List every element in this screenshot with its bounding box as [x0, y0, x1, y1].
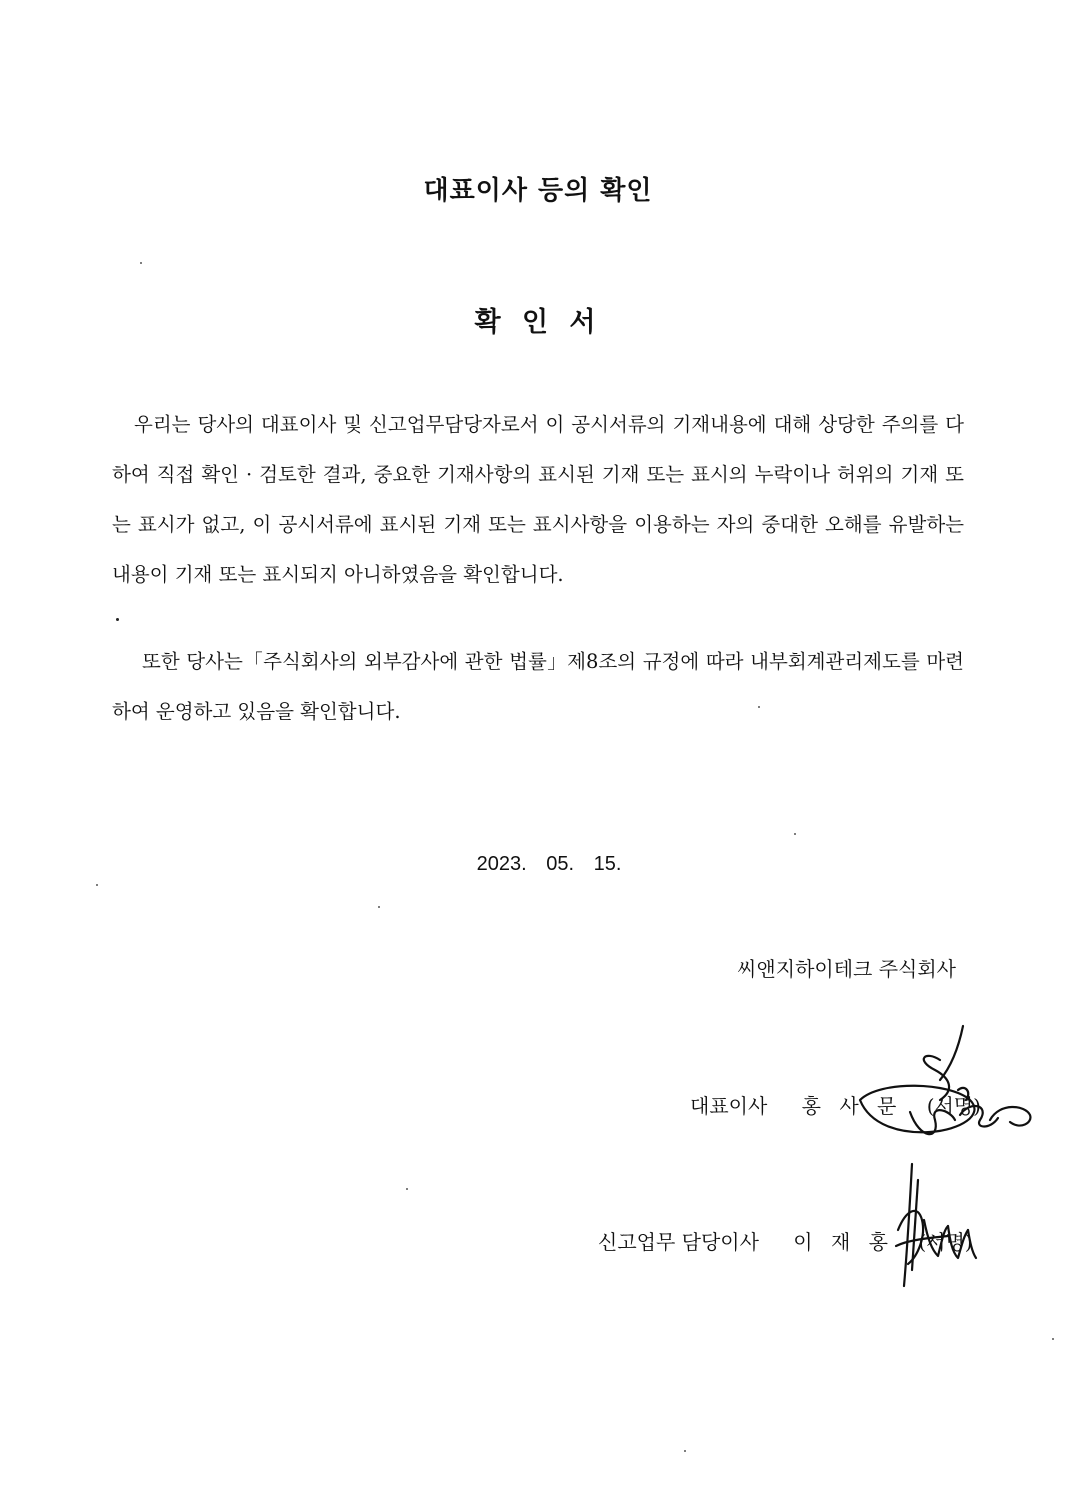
document-subtitle: 확 인 서 [474, 307, 602, 338]
officer-signature-line [598, 1226, 973, 1255]
scan-speck [406, 1188, 408, 1190]
scan-speck [140, 262, 142, 264]
document-date: 2023. 05. 15. [476, 853, 622, 875]
officer-name: 이 재 홍 [793, 1230, 894, 1254]
confirmation-paragraph: 우리는 당사의 대표이사 및 신고업무담당자로서 이 공시서류의 기재내용에 대해 상당한 주의를 다하여 직접 확인 · 검토한 결과, 중요한 기재사항의 표시된 기재 또는 표시의 누락이나 허위의 기재 또는 표시가 없고, 이 공시서류에 표시된 기재 또는 표시사항을 이용하는 자의 중대한 오해를 유발하는 내용이 기재 또는 표시되지 아니하였음을 확인합니다. [112, 413, 964, 586]
officer-handwritten-signature [888, 1160, 978, 1290]
stray-dot [116, 618, 119, 621]
ceo-role: 대표이사 [690, 1094, 768, 1118]
internal-control-paragraph: 또한 당사는「주식회사의 외부감사에 관한 법률」제8조의 규정에 따라 내부회계관리제도를 마련하여 운영하고 있음을 확인합니다. [112, 650, 964, 723]
scan-speck [96, 884, 98, 886]
scan-speck [684, 1450, 686, 1452]
officer-seal-label: (서명) [918, 1230, 973, 1254]
company-name: 씨앤지하이테크 주식회사 [737, 957, 956, 981]
scan-speck [378, 906, 380, 908]
ceo-signature-line [690, 1090, 981, 1119]
ceo-name: 홍 사 문 [801, 1094, 903, 1118]
scan-speck [1052, 1338, 1054, 1340]
ceo-handwritten-signature [840, 1020, 1040, 1150]
scan-speck [758, 706, 760, 708]
ceo-seal-label: (서명) [926, 1094, 981, 1118]
scan-speck [794, 833, 796, 835]
officer-role: 신고업무 담당이사 [598, 1230, 759, 1254]
document-title: 대표이사 등의 확인 [423, 176, 653, 206]
